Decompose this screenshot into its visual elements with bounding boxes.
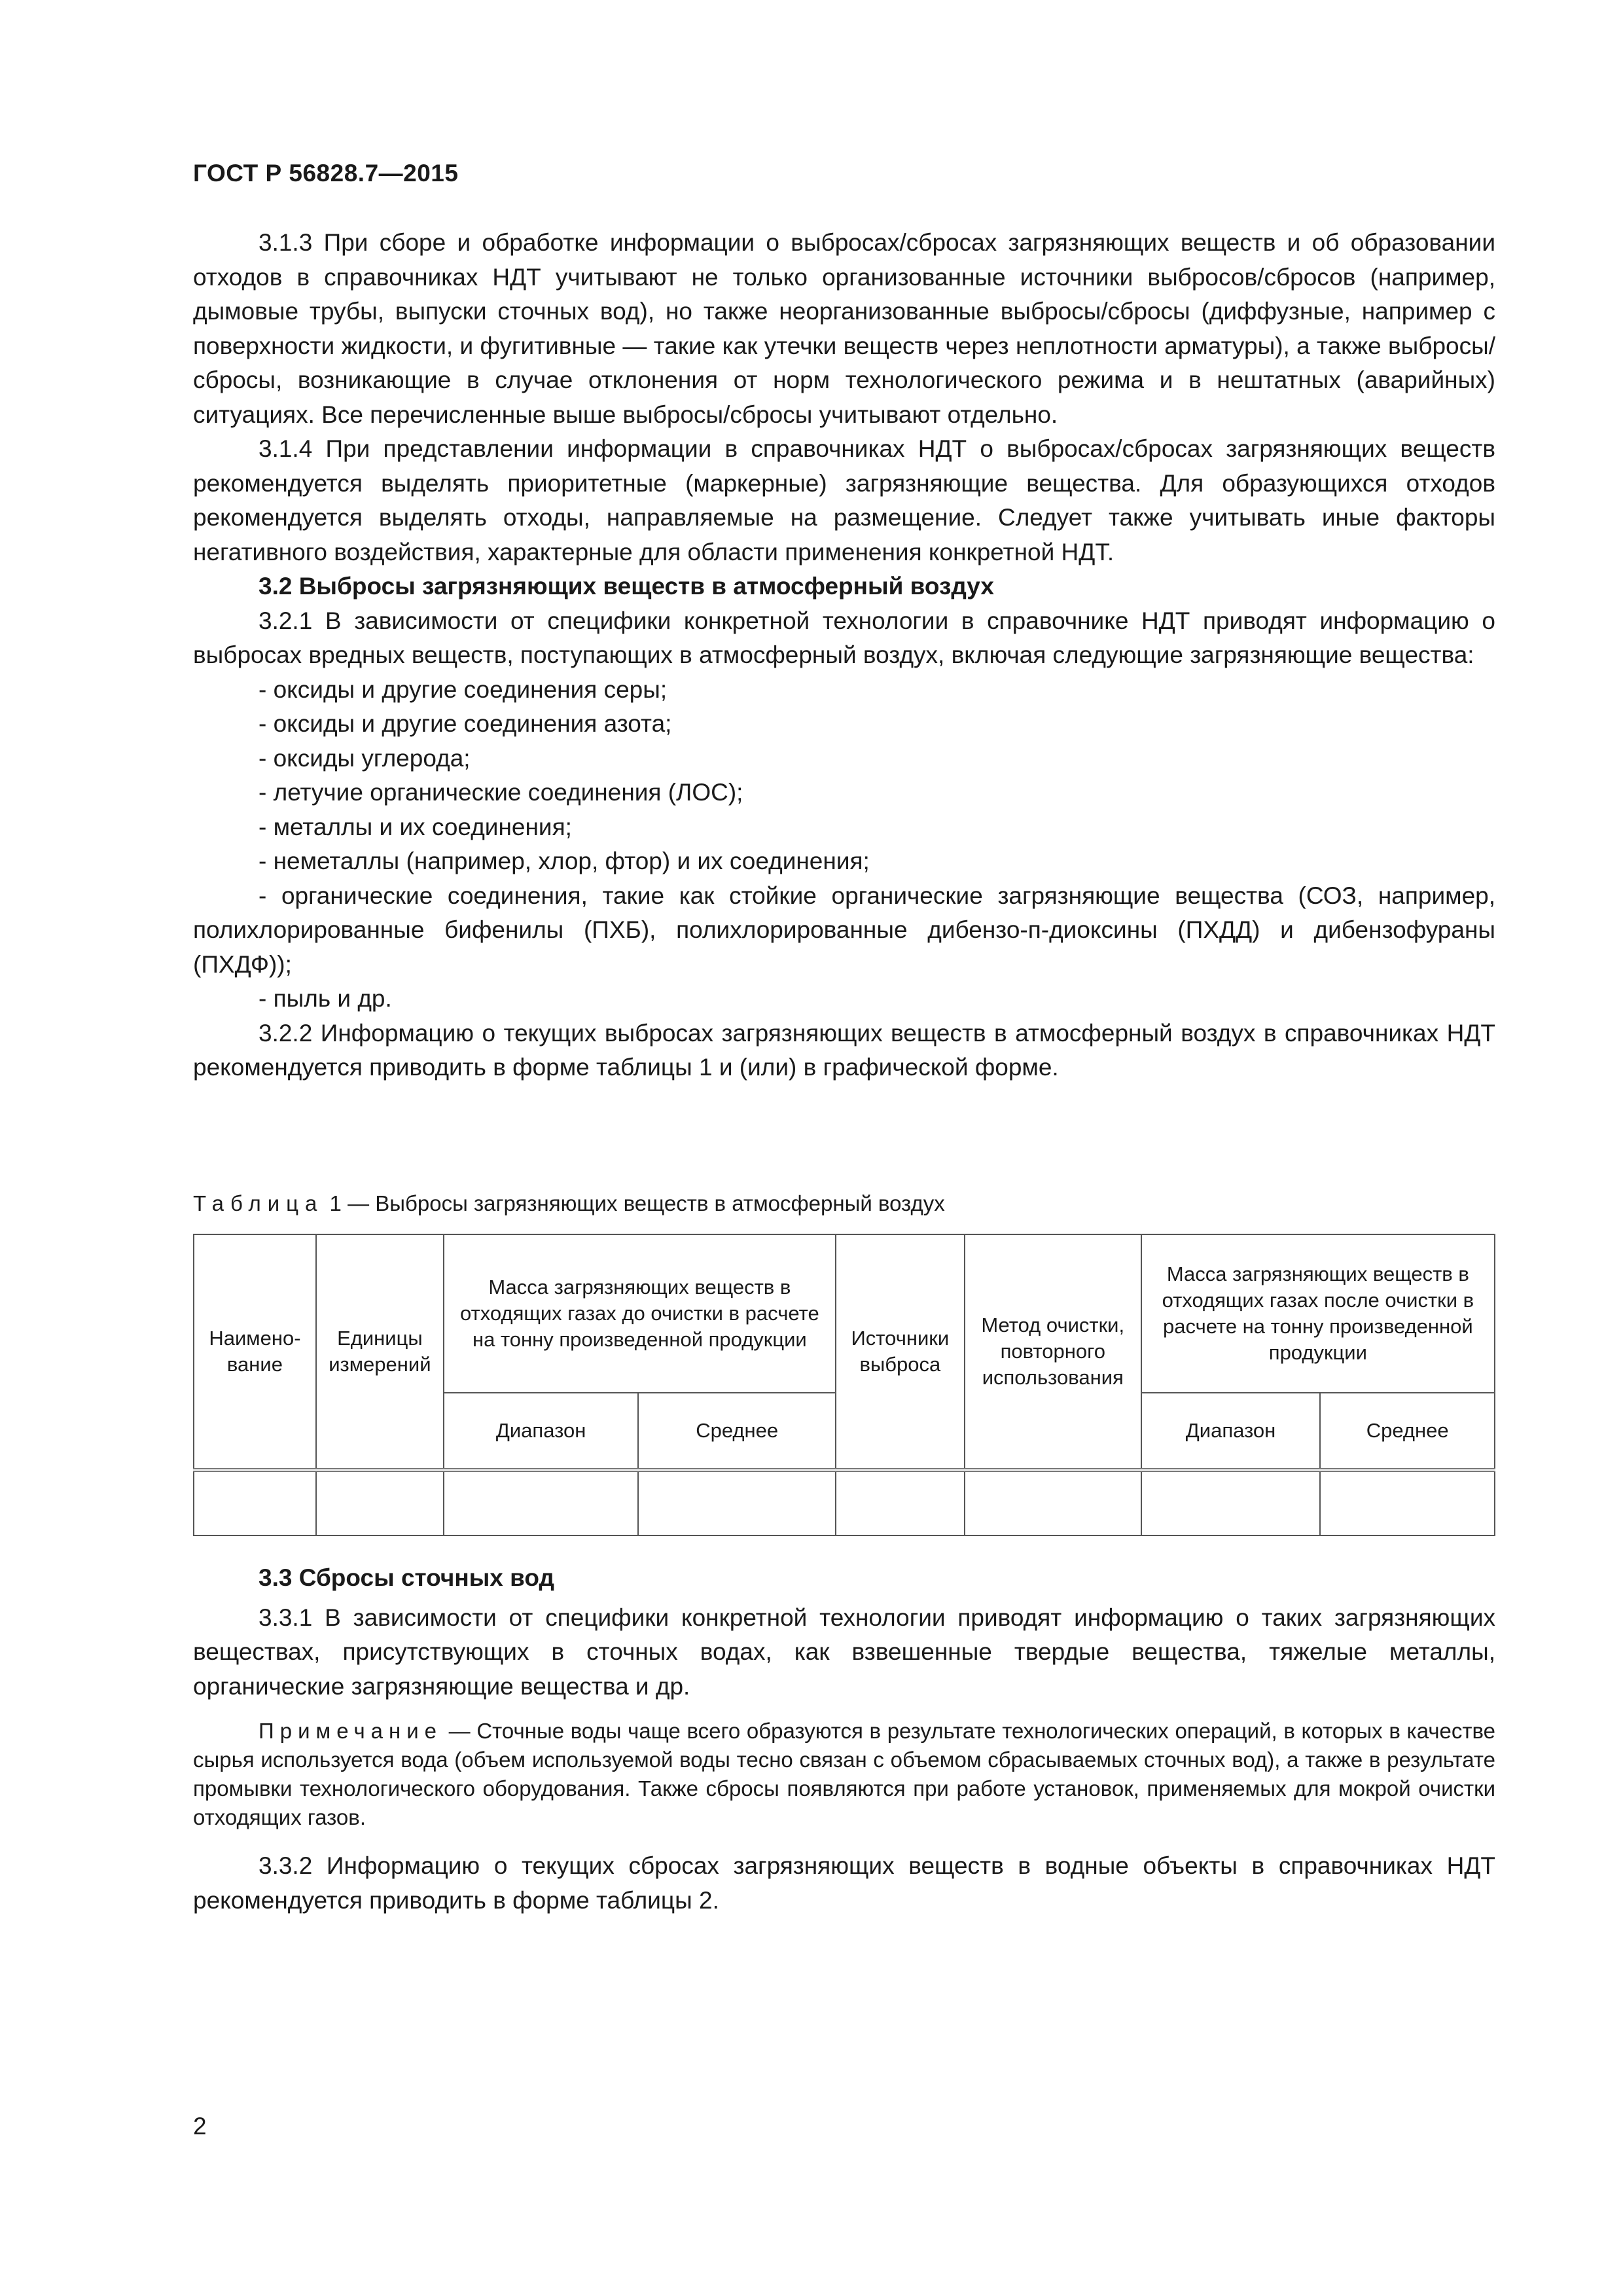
table-cell xyxy=(316,1470,444,1535)
list-item: - пыль и др. xyxy=(259,985,392,1012)
list-item: - оксиды углерода; xyxy=(259,744,471,772)
subheader-range: Диапазон xyxy=(444,1393,639,1470)
list-item: - неметаллы (например, хлор, фтор) и их соединения; xyxy=(259,848,870,874)
table-caption xyxy=(193,1191,945,1216)
table-row xyxy=(194,1470,1495,1535)
page-number: 2 xyxy=(193,2113,207,2140)
note xyxy=(193,1717,1495,1832)
table-caption-text: 1 — Выбросы загрязняющих веществ в атмосферный воздух xyxy=(323,1191,945,1215)
subheader-average: Среднее xyxy=(1320,1393,1495,1470)
list-item: - металлы и их соединения; xyxy=(259,813,572,840)
header-source: Источники выброса xyxy=(836,1234,965,1470)
section-heading-3-3: 3.3 Сбросы сточных вод xyxy=(259,1564,555,1591)
paragraph-3-2-2: 3.2.2 Информацию о текущих выбросах загрязняющих веществ в атмосферный воздух в справочниках НДТ рекомендуется приводить в форме таблицы 1 и (или) в графической форме. xyxy=(193,1019,1495,1081)
table-cell xyxy=(836,1470,965,1535)
header-units: Единицы измерений xyxy=(316,1234,444,1470)
table-cell xyxy=(638,1470,836,1535)
header-mass-before: Масса загрязняющих веществ в отходящих газах до очистки в расчете на тонну произведенной продукции xyxy=(444,1234,836,1393)
section-3-3 xyxy=(193,1561,1495,1918)
note-label: Примечание xyxy=(259,1719,443,1743)
document-header: ГОСТ Р 56828.7—2015 xyxy=(193,160,459,187)
table-cell xyxy=(444,1470,639,1535)
note-text: — Сточные воды чаще всего образуются в результате технологических операций, в которых в качестве сырья используется вода (объем используемой воды тесно связан с объемом сбрасываемых сточных вод), а также в результате промывки технологического оборудования. Также сбросы появляются при работе установок, применяемых для мокрой очистки отходящих газов. xyxy=(193,1719,1495,1829)
subheader-range: Диапазон xyxy=(1141,1393,1321,1470)
header-method: Метод очистки, повторного использования xyxy=(965,1234,1141,1470)
list-item: - летучие органические соединения (ЛОС); xyxy=(259,779,743,806)
header-mass-after: Масса загрязняющих веществ в отходящих газах после очистки в расчете на тонну произведенной продукции xyxy=(1141,1234,1495,1393)
table-cell xyxy=(1141,1470,1321,1535)
body-text xyxy=(193,226,1495,1085)
section-heading-3-2: 3.2 Выбросы загрязняющих веществ в атмосферный воздух xyxy=(259,573,994,600)
paragraph-3-3-2: 3.3.2 Информацию о текущих сбросах загрязняющих веществ в водные объекты в справочниках НДТ рекомендуется приводить в форме таблицы 2. xyxy=(193,1852,1495,1914)
list-item: - оксиды и другие соединения серы; xyxy=(259,675,668,703)
table-cell xyxy=(965,1470,1141,1535)
emissions-table xyxy=(193,1234,1495,1536)
table-caption-label: Таблица xyxy=(193,1191,324,1215)
paragraph-3-3-1: 3.3.1 В зависимости от специфики конкретной технологии приводят информацию о таких загрязняющих веществах, присутствующих в сточных водах, как взвешенные твердые вещества, тяжелые металлы, органические загрязняющие вещества и др. xyxy=(193,1604,1495,1700)
table-cell xyxy=(194,1470,316,1535)
subheader-average: Среднее xyxy=(638,1393,836,1470)
list-item: - органические соединения, такие как стойкие органические загрязняющие вещества (СОЗ, например, полихлорированные бифенилы (ПХБ), полихлорированные дибензо-п-диоксины (ПХДД) и дибензофураны (ПХДФ)); xyxy=(193,882,1495,978)
list-item: - оксиды и другие соединения азота; xyxy=(259,710,672,737)
paragraph-3-1-4: 3.1.4 При представлении информации в справочниках НДТ о выбросах/сбросах загрязняющих веществ рекомендуется выделять приоритетные (маркерные) загрязняющие вещества. Для образующихся отходов рекомендуется выделять отходы, направляемые на размещение. Следует также учитывать иные факторы негативного воздействия, характерные для области применения конкретной НДТ. xyxy=(193,435,1495,565)
paragraph-3-2-1: 3.2.1 В зависимости от специфики конкретной технологии в справочнике НДТ приводят информацию о выбросах вредных веществ, поступающих в атмосферный воздух, включая следующие загрязняющие вещества: xyxy=(193,607,1495,668)
table-cell xyxy=(1320,1470,1495,1535)
paragraph-3-1-3: 3.1.3 При сборе и обработке информации о выбросах/сбросах загрязняющих веществ и об образовании отходов в справочниках НДТ учитывают не только организованные источники выбросов/сбросов (например, дымовые трубы, выпуски сточных вод), но также неорганизованные выбросы/сбросы (диффузные, например с поверхности жидкости, и фугитивные — такие как утечки веществ через неплотности арматуры), а также выбросы/сбросы, возникающие в случае отклонения от норм технологического режима и в нештатных (аварийных) ситуациях. Все перечисленные выше выбросы/сбросы учитывают отдельно. xyxy=(193,229,1495,428)
header-name: Наимено-вание xyxy=(194,1234,316,1470)
